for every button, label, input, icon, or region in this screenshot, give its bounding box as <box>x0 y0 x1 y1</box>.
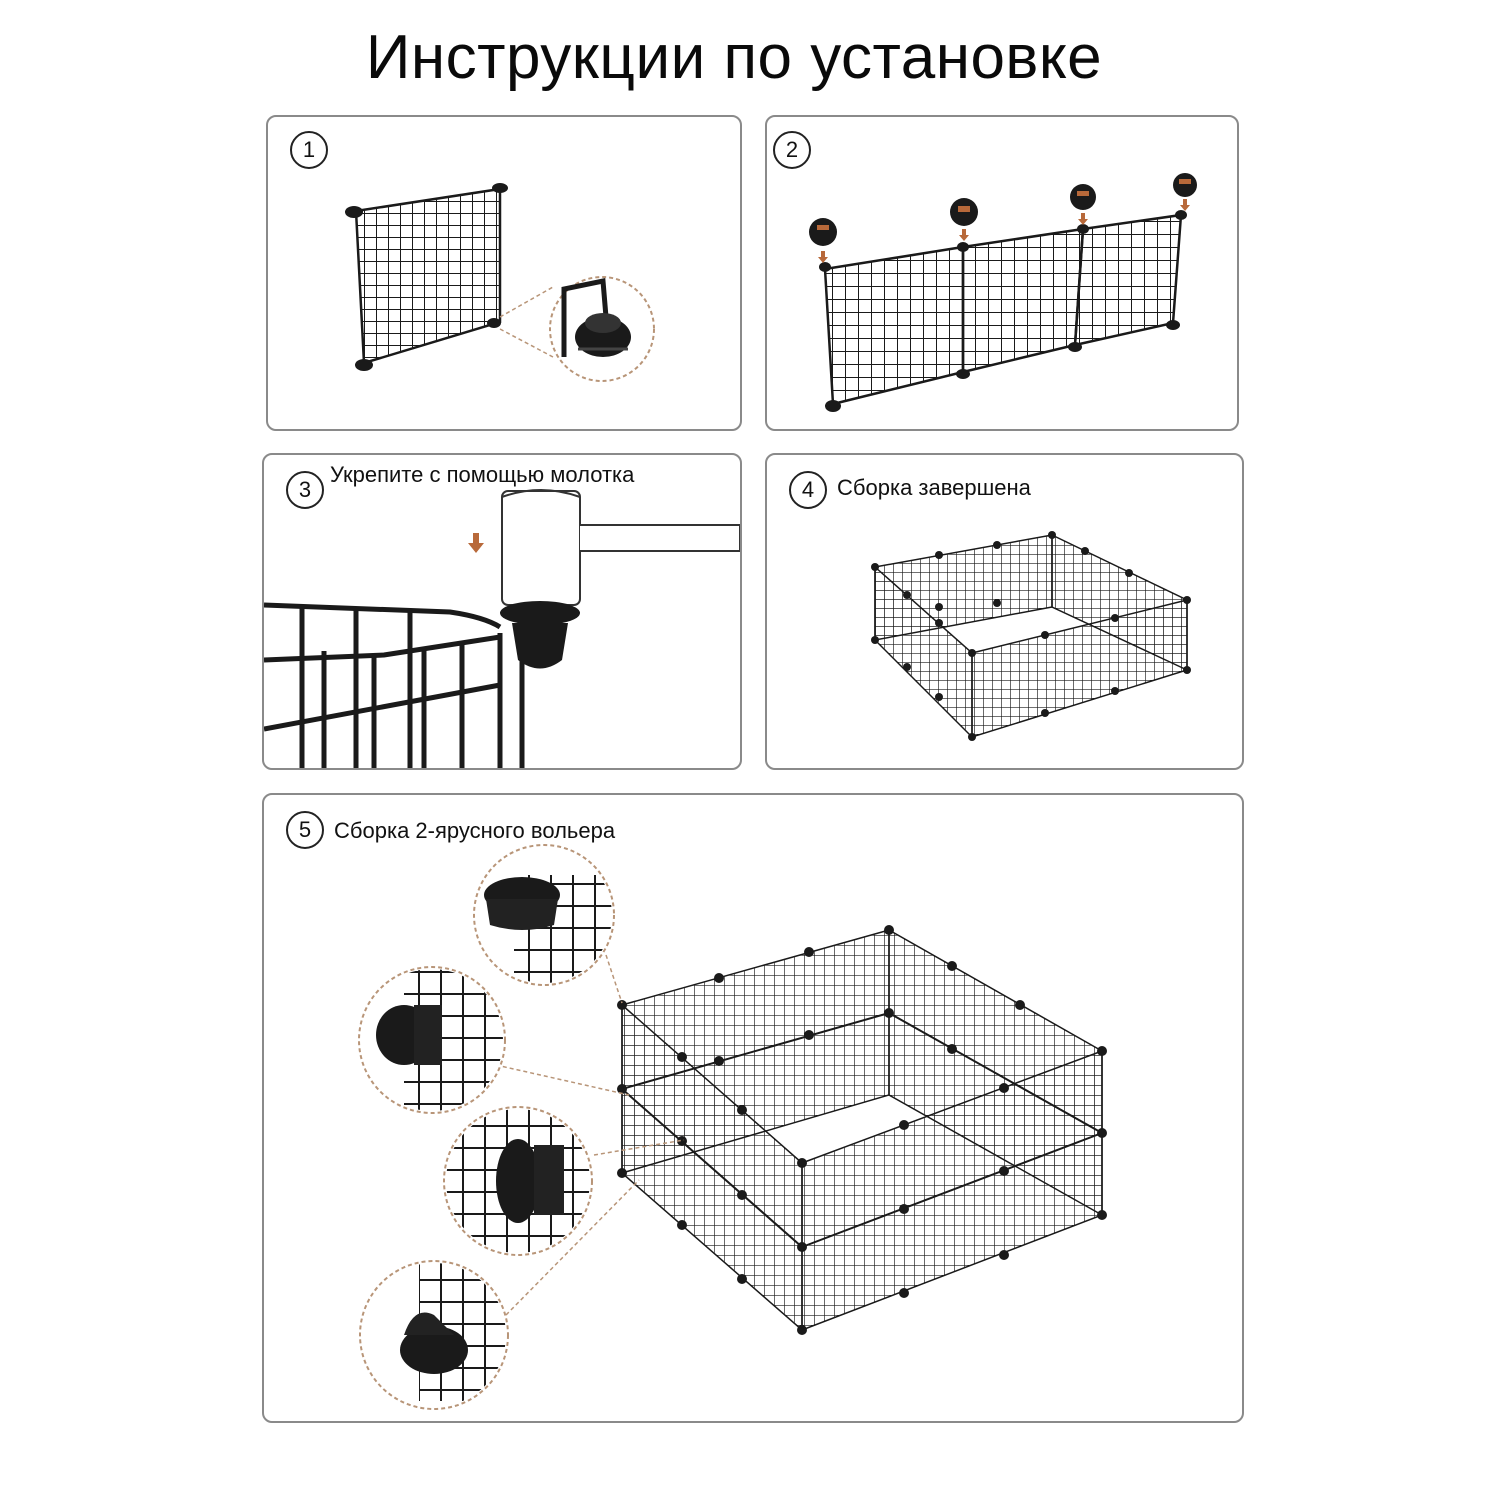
two-tier-enclosure <box>622 930 1102 1330</box>
step-2-illustration <box>767 117 1237 429</box>
grid-panel-edge <box>264 605 522 768</box>
step-number-4: 4 <box>789 471 827 509</box>
step-panel-1 <box>266 115 742 431</box>
step-caption-3: Укрепите с помощью молотка <box>330 462 635 487</box>
step-3-illustration <box>264 455 740 768</box>
step-1-illustration <box>268 117 740 429</box>
completed-enclosure <box>875 535 1187 737</box>
step-number-5: 5 <box>286 811 324 849</box>
connector-icon <box>500 601 580 669</box>
down-arrow-icon <box>468 533 484 553</box>
top-connector-callout <box>474 845 634 1005</box>
step-caption-4: Сборка завершена <box>837 475 1031 500</box>
bottom-connector-callout <box>360 1261 519 1409</box>
middle-connector-callout <box>444 1105 594 1255</box>
step-panel-2 <box>765 115 1239 431</box>
step-panel-5 <box>262 793 1244 1423</box>
step-number-1: 1 <box>290 131 328 169</box>
step-number-2: 2 <box>773 131 811 169</box>
step-number-3: 3 <box>286 471 324 509</box>
hammer-icon <box>502 490 740 605</box>
step-panel-3 <box>262 453 742 770</box>
step-5-illustration <box>264 795 1242 1421</box>
single-grid-panel <box>356 189 500 363</box>
step-caption-5: Сборка 2-ярусного вольера <box>334 818 616 843</box>
side-connector-callout <box>359 965 514 1115</box>
step-panel-4 <box>765 453 1244 770</box>
connector-closeup-callout <box>550 277 654 381</box>
three-connected-grid-panels <box>825 215 1181 404</box>
page-title: Инструкции по установке <box>365 23 1103 92</box>
step-4-illustration <box>767 455 1242 768</box>
